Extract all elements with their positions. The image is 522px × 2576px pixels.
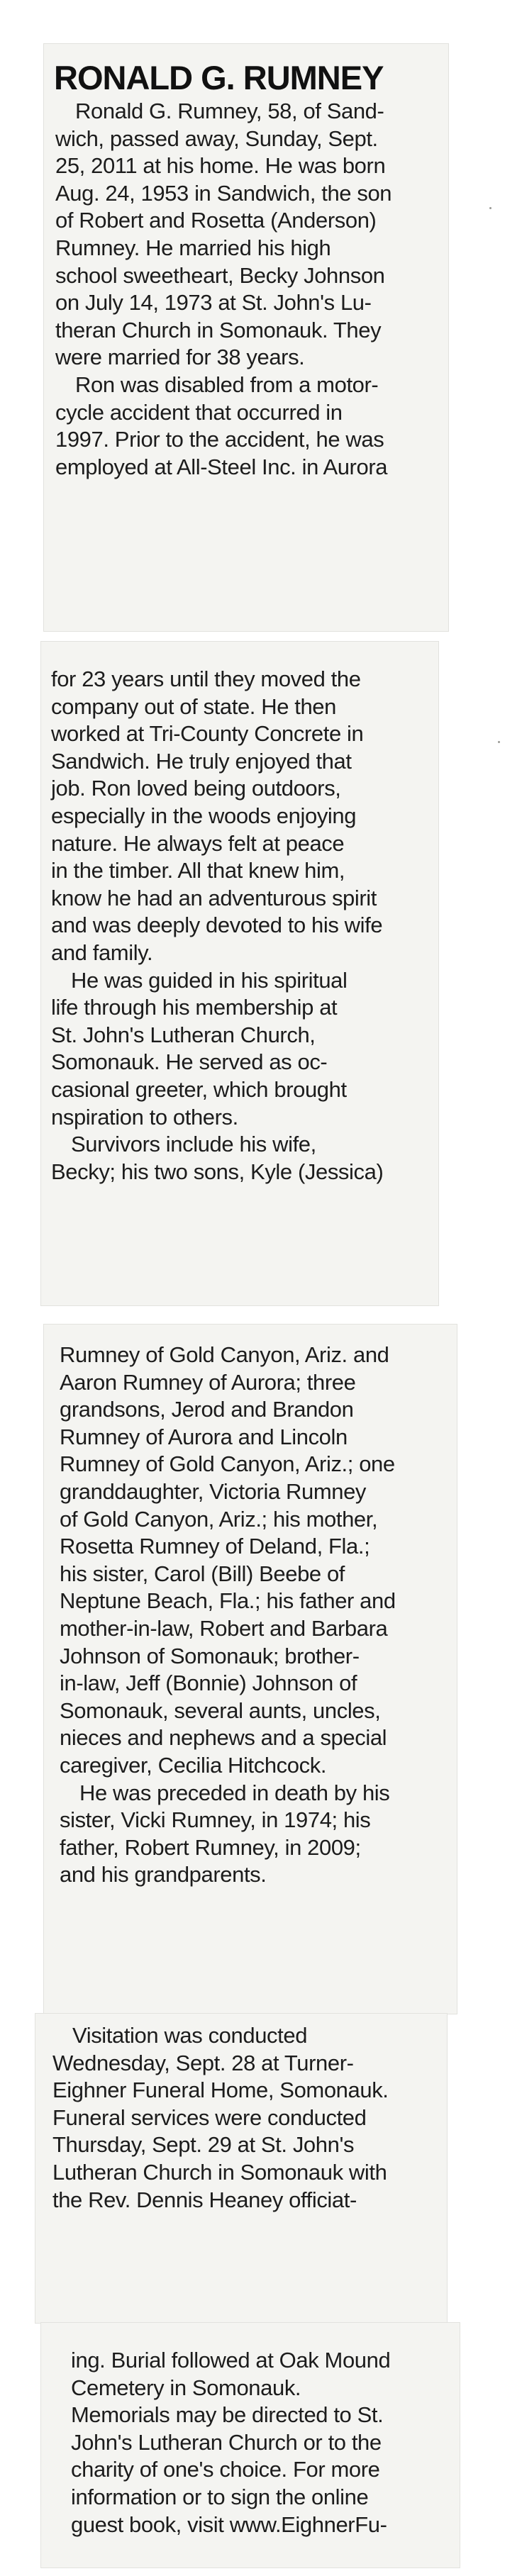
text-line: of Gold Canyon, Ariz.; his mother, (60, 1506, 378, 1532)
text-line: were married for 38 years. (55, 345, 305, 370)
text-line: especially in the woods enjoying (51, 803, 357, 828)
obituary-clipping-4 (35, 2014, 447, 2323)
text-line: Somonauk. He served as oc- (51, 1049, 328, 1075)
text-line: school sweetheart, Becky Johnson (55, 262, 385, 288)
text-line: on July 14, 1973 at St. John's Lu- (55, 290, 372, 316)
scan-speck (498, 741, 500, 743)
text-line: Survivors include his wife, (71, 1132, 316, 1157)
text-line: guest book, visit www.EighnerFu- (71, 2511, 387, 2537)
text-line: theran Church in Somonauk. They (55, 317, 382, 342)
text-line: wich, passed away, Sunday, Sept. (55, 126, 378, 151)
text-line: and his grandparents. (60, 1862, 267, 1888)
text-line: life through his membership at (51, 995, 338, 1020)
text-column (60, 1342, 457, 1889)
obituary-clipping-3 (44, 1325, 457, 2014)
text-line: Rumney of Gold Canyon, Ariz. and (60, 1342, 389, 1367)
text-column (55, 98, 448, 481)
text-line: Visitation was conducted (72, 2023, 308, 2048)
text-line: know he had an adventurous spirit (51, 885, 377, 910)
obituary-clipping-1 (44, 44, 448, 631)
text-column (51, 2347, 460, 2538)
text-line: John's Lutheran Church or to the (71, 2429, 382, 2455)
text-line: ing. Burial followed at Oak Mound (71, 2348, 391, 2373)
text-line: sister, Vicki Rumney, in 1974; his (60, 1807, 371, 1833)
text-line: Becky; his two sons, Kyle (Jessica) (51, 1159, 384, 1184)
obituary-headline: RONALD G. RUMNEY (54, 59, 384, 96)
text-line: grandsons, Jerod and Brandon (60, 1397, 354, 1422)
text-line: Thursday, Sept. 29 at St. John's (52, 2132, 355, 2158)
text-line: granddaughter, Victoria Rumney (60, 1478, 367, 1504)
text-line: company out of state. He then (51, 693, 336, 719)
text-line: Neptune Beach, Fla.; his father and (60, 1588, 396, 1614)
obituary-clipping-5 (41, 2323, 460, 2567)
text-line: Aug. 24, 1953 in Sandwich, the son (55, 180, 392, 206)
obituary-clipping-2 (41, 642, 438, 1305)
text-line: Somonauk, several aunts, uncles, (60, 1697, 381, 1723)
text-line: father, Robert Rumney, in 2009; (60, 1834, 361, 1860)
text-line: Aaron Rumney of Aurora; three (60, 1369, 356, 1395)
text-line: in the timber. All that knew him, (51, 858, 345, 883)
text-column (52, 2022, 447, 2214)
text-line: Sandwich. He truly enjoyed that (51, 748, 352, 774)
text-line: Funeral services were conducted (52, 2104, 367, 2130)
text-line: Johnson of Somonauk; brother- (60, 1643, 360, 1668)
text-line: Rumney of Gold Canyon, Ariz.; one (60, 1451, 395, 1477)
text-line: He was guided in his spiritual (71, 967, 348, 993)
text-line: nature. He always felt at peace (51, 830, 345, 856)
text-line: and was deeply devoted to his wife (51, 913, 383, 938)
text-line: employed at All-Steel Inc. in Aurora (55, 454, 388, 479)
text-line: mother-in-law, Robert and Barbara (60, 1615, 388, 1641)
text-line: Lutheran Church in Somonauk with (52, 2159, 387, 2185)
text-line: Eighner Funeral Home, Somonauk. (52, 2078, 389, 2103)
text-line: of Robert and Rosetta (Anderson) (55, 208, 377, 233)
text-line: worked at Tri-County Concrete in (51, 721, 364, 747)
text-line: nieces and nephews and a special (60, 1725, 387, 1751)
text-line: job. Ron loved being outdoors, (51, 776, 341, 801)
text-line: 1997. Prior to the accident, he was (55, 427, 384, 452)
text-line: for 23 years until they moved the (51, 667, 361, 691)
text-line: Wednesday, Sept. 28 at Turner- (52, 2050, 354, 2075)
text-line: Ronald G. Rumney, 58, of Sand- (75, 99, 384, 123)
text-line: casional greeter, which brought (51, 1076, 347, 1102)
text-line: caregiver, Cecilia Hitchcock. (60, 1752, 327, 1778)
text-line: Memorials may be directed to St. (71, 2402, 384, 2428)
text-column (51, 666, 438, 1186)
text-line: information or to sign the online (71, 2484, 369, 2509)
text-line: charity of one's choice. For more (71, 2457, 380, 2482)
text-line: Rosetta Rumney of Deland, Fla.; (60, 1534, 370, 1559)
text-line: 25, 2011 at his home. He was born (55, 153, 386, 179)
text-line: He was preceded in death by his (79, 1780, 390, 1805)
scan-speck (489, 207, 492, 209)
text-line: Rumney of Aurora and Lincoln (60, 1424, 348, 1449)
text-line: his sister, Carol (Bill) Beebe of (60, 1561, 345, 1586)
text-line: nspiration to others. (51, 1104, 238, 1130)
text-line: the Rev. Dennis Heaney officiat- (52, 2187, 357, 2212)
text-line: Rumney. He married his high (55, 235, 331, 260)
text-line: cycle accident that occurred in (55, 399, 343, 425)
text-line: in-law, Jeff (Bonnie) Johnson of (60, 1671, 357, 1696)
text-line: Cemetery in Somonauk. (71, 2375, 301, 2400)
text-line: St. John's Lutheran Church, (51, 1022, 316, 1047)
text-line: and family. (51, 939, 153, 965)
text-line: Ron was disabled from a motor- (75, 372, 379, 397)
